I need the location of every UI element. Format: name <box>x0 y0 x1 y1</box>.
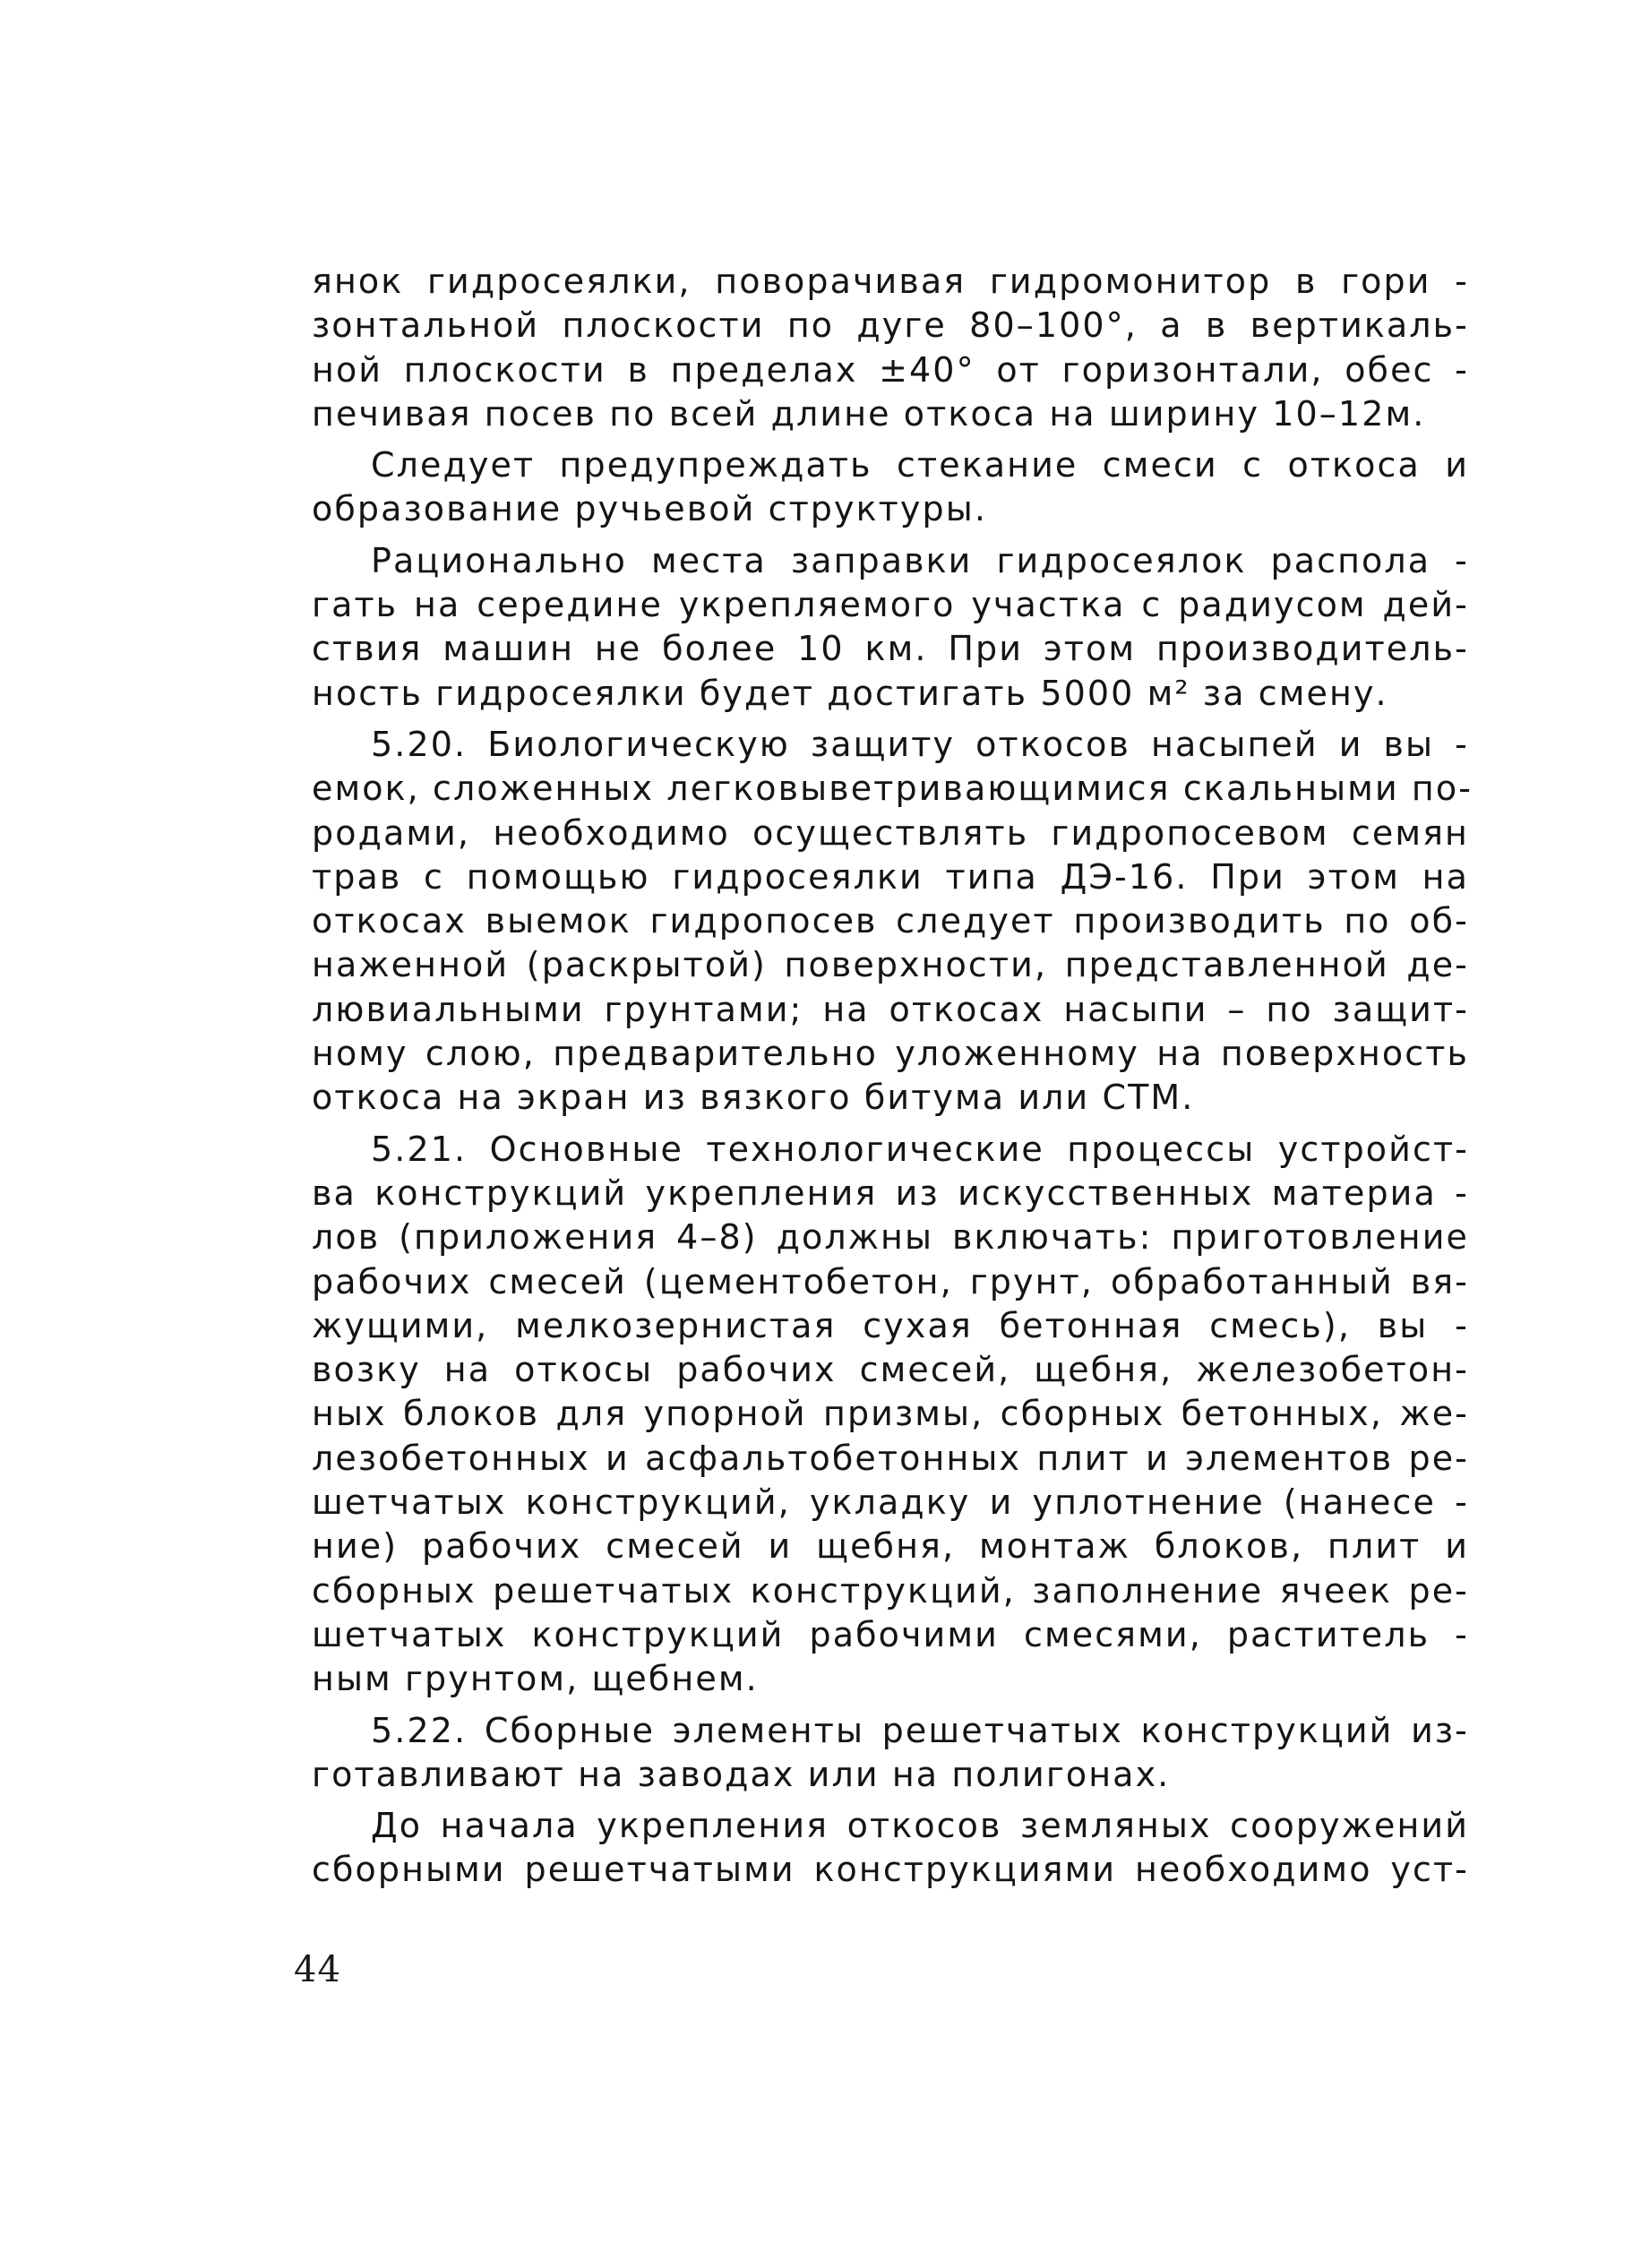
text-line: трав с помощью гидросеялки типа ДЭ-16. При этом на <box>312 856 1469 897</box>
text-line: откосах выемок гидропосев следует производить по об- <box>312 901 1469 941</box>
text-line: жущими, мелкозернистая сухая бетонная смесь), вы - <box>312 1305 1469 1345</box>
text-line: 5.21. Основные технологические процессы устройст- <box>371 1129 1469 1169</box>
text-line: ние) рабочих смесей и щебня, монтаж блоков, плит и <box>312 1526 1469 1567</box>
text-line: Рационально места заправки гидросеялок распола - <box>371 540 1469 580</box>
text-line: Следует предупреждать стекание смеси с откоса и <box>371 445 1469 485</box>
text-line: образование ручьевой структуры. <box>312 489 987 529</box>
text-line: сборными решетчатыми конструкциями необходимо уст- <box>312 1850 1469 1890</box>
text-line: лювиальными грунтами; на откосах насыпи – по защит- <box>312 989 1469 1029</box>
paragraph-gap <box>312 1121 1469 1128</box>
text-line: ных блоков для упорной призмы, сборных бетонных, же- <box>312 1394 1469 1434</box>
text-line: 5.22. Сборные элементы решетчатых конструкций из- <box>371 1710 1469 1750</box>
text-line: сборных решетчатых конструкций, заполнение ячеек ре- <box>312 1570 1469 1611</box>
text-line: ность гидросеялки будет достигать 5000 м² за смену. <box>312 673 1388 713</box>
paragraph-gap <box>312 532 1469 539</box>
paragraph-gap <box>312 716 1469 723</box>
text-line: ным грунтом, щебнем. <box>312 1659 759 1699</box>
text-line: наженной (раскрытой) поверхности, представленной де- <box>312 945 1469 985</box>
text-line: ному слою, предварительно уложенному на поверхность <box>312 1034 1469 1074</box>
text-line: ной плоскости в пределах ±40° от горизонтали, обес - <box>312 349 1469 390</box>
paragraph-gap <box>312 1702 1469 1709</box>
paragraph-gap <box>312 436 1469 443</box>
text-line: рабочих смесей (цементобетон, грунт, обработанный вя- <box>312 1261 1469 1302</box>
text-line: гать на середине укрепляемого участка с радиусом дей- <box>312 585 1469 625</box>
text-line: ствия машин не более 10 км. При этом производитель- <box>312 629 1469 669</box>
text-line: ва конструкций укрепления из искусственных материа - <box>312 1173 1469 1213</box>
text-line: зонтальной плоскости по дуге 80–100°, а в вертикаль- <box>312 305 1469 346</box>
text-line: готавливают на заводах или на полигонах. <box>312 1754 1171 1794</box>
text-line: До начала укрепления откосов земляных сооружений <box>371 1806 1469 1846</box>
page-number: 44 <box>294 1949 341 1990</box>
text-line: возку на откосы рабочих смесей, щебня, железобетон- <box>312 1350 1469 1390</box>
text-line: шетчатых конструкций, укладку и уплотнение (нанесе - <box>312 1482 1469 1523</box>
text-line: 5.20. Биологическую защиту откосов насыпей и вы - <box>371 724 1469 764</box>
body-text <box>312 260 1473 1893</box>
text-line: янок гидросеялки, поворачивая гидромонитор в гори - <box>312 262 1469 301</box>
text-line: откоса на экран из вязкого битума или СТМ. <box>312 1078 1195 1118</box>
text-line: шетчатых конструкций рабочими смесями, раститель - <box>312 1614 1469 1654</box>
text-line: лезобетонных и асфальтобетонных плит и элементов ре- <box>312 1438 1469 1478</box>
text-line: лов (приложения 4–8) должны включать: приготовление <box>312 1217 1469 1258</box>
text-line: родами, необходимо осуществлять гидропосевом семян <box>312 812 1469 853</box>
text-line: емок, сложенных легковыветривающимися скальными по- <box>312 769 1473 809</box>
text-line: печивая посев по всей длине откоса на ширину 10–12м. <box>312 393 1426 434</box>
paragraph-gap <box>312 1797 1469 1804</box>
